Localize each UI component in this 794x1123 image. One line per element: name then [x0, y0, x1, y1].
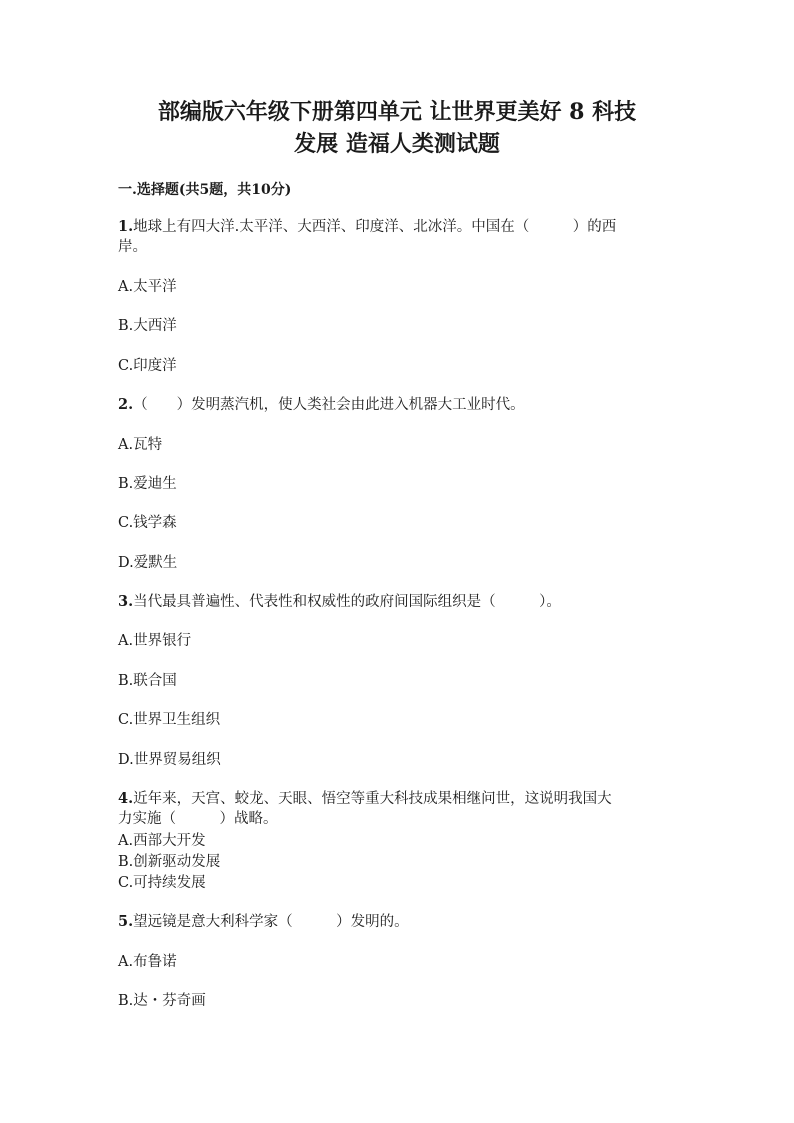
question-1-line-1	[118, 217, 616, 237]
question-number: 5.	[118, 913, 134, 930]
question-text: 望远镜是意大利科学家（ ）发明的。	[133, 914, 409, 930]
option-item: A.世界银行	[118, 633, 192, 649]
question-1-line-2: 岸。	[118, 239, 147, 255]
option-item: D.爱默生	[118, 555, 178, 571]
option-item: A.布鲁诺	[118, 954, 177, 970]
option-item: B.大西洋	[118, 318, 177, 334]
title-line-1: 部编版六年级下册第四单元 让世界更美好 8 科技	[157, 99, 637, 125]
question-number: 1.	[118, 218, 134, 235]
question-text: 地球上有四大洋.太平洋、大西洋、印度洋、北冰洋。中国在（ ）的西	[133, 219, 617, 235]
question-3-line-1	[118, 592, 561, 612]
question-number: 4.	[118, 790, 134, 807]
option-item: B.爱迪生	[118, 476, 177, 492]
question-5-line-1	[118, 912, 409, 932]
question-text: 当代最具普遍性、代表性和权威性的政府间国际组织是（ ）。	[133, 594, 561, 610]
option-item: C.钱学森	[118, 515, 177, 531]
question-text: （ ）发明蒸汽机，使人类社会由此进入机器大工业时代。	[133, 397, 525, 413]
option-item: A.瓦特	[118, 437, 163, 453]
question-number: 3.	[118, 593, 134, 610]
question-4-line-1	[118, 789, 612, 809]
question-2-line-1	[118, 395, 525, 415]
option-item: B.联合国	[118, 673, 177, 689]
option-item: A.西部大开发	[118, 833, 206, 849]
question-text: 近年来，天宫、蛟龙、天眼、悟空等重大科技成果相继问世，这说明我国大	[133, 791, 612, 807]
option-item: C.印度洋	[118, 358, 177, 374]
title-line-2: 发展 造福人类测试题	[294, 131, 500, 157]
document-title	[100, 96, 694, 160]
option-item: C.可持续发展	[118, 875, 206, 891]
option-item: B.达・芬奇画	[118, 993, 206, 1009]
option-item: C.世界卫生组织	[118, 712, 221, 728]
question-number: 2.	[118, 396, 134, 413]
option-item: B.创新驱动发展	[118, 854, 221, 870]
option-item: A.太平洋	[118, 279, 177, 295]
section-heading: 一.选择题(共5题，共10分)	[118, 182, 292, 198]
question-4-line-2: 力实施（ ）战略。	[118, 811, 278, 827]
option-item: D.世界贸易组织	[118, 752, 221, 768]
